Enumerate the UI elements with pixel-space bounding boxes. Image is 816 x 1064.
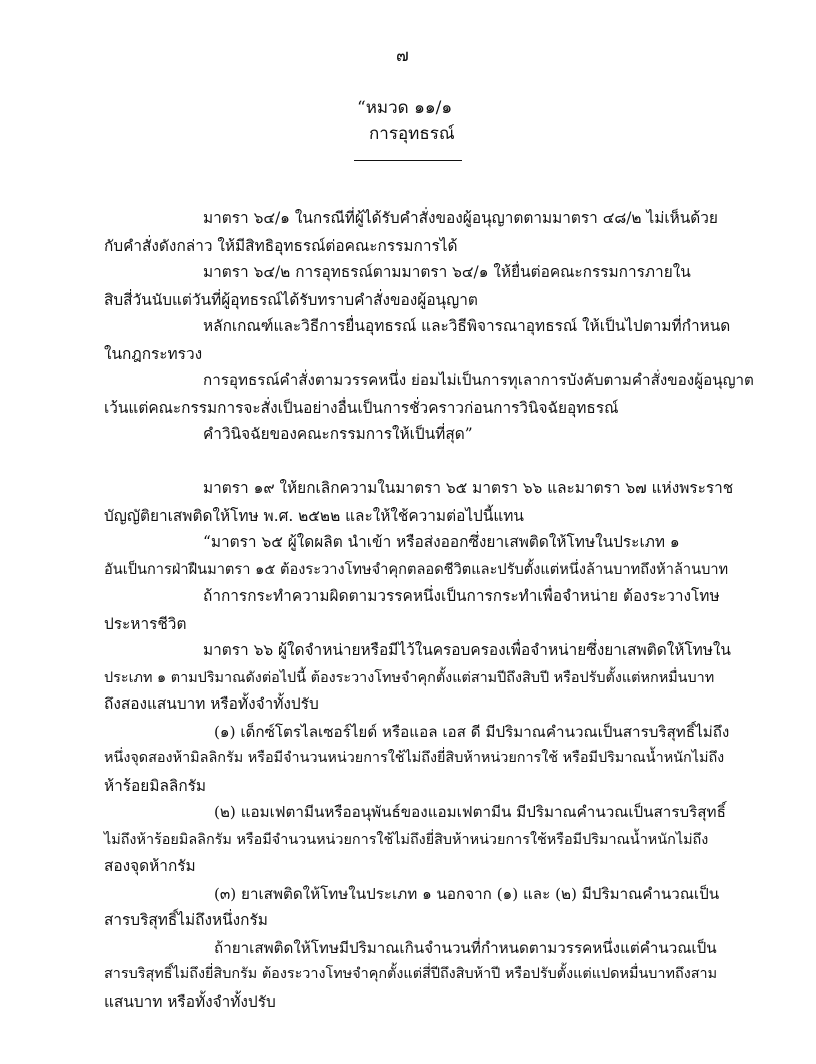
paragraph-line: เว้นแต่คณะกรรมการจะสั่งเป็นอย่างอื่นเป็นการชั่วคราวก่อนการวินิจฉัยอุทธรณ์ (104, 399, 619, 417)
chapter-heading: “หมวด ๑๑/๑ (357, 98, 453, 118)
paragraph-line: ไม่ถึงห้าร้อยมิลลิกรัม หรือมีจำนวนหน่วยการใช้ไม่ถึงยี่สิบห้าหน่วยการใช้หรือมีปริมาณน้ำหนักไม่ถึง (104, 832, 709, 848)
title-underline (354, 160, 462, 161)
paragraph-line: ประเภท ๑ ตามปริมาณดังต่อไปนี้ ต้องระวางโทษจำคุกตั้งแต่สามปีถึงสิบปี หรือปรับตั้งแต่หกหมื่นบาท (104, 670, 715, 686)
paragraph-line: อันเป็นการฝ่าฝืนมาตรา ๑๕ ต้องระวางโทษจำคุกตลอดชีวิตและปรับตั้งแต่หนึ่งล้านบาทถึงห้าล้านบาท (104, 561, 729, 578)
paragraph-line: สารบริสุทธิ์ไม่ถึงยี่สิบกรัม ต้องระวางโทษจำคุกตั้งแต่สี่ปีถึงสิบห้าปี หรือปรับตั้งแต่แปดหมื่นบาทถึงสาม (104, 966, 718, 982)
paragraph-line: ถ้ายาเสพติดให้โทษมีปริมาณเกินจำนวนที่กำหนดตามวรรคหนึ่งแต่คำนวณเป็น (214, 939, 717, 957)
paragraph-line: มาตรา ๖๖ ผู้ใดจำหน่ายหรือมีไว้ในครอบครองเพื่อจำหน่ายซึ่งยาเสพติดให้โทษใน (203, 641, 731, 659)
paragraph-line: (๑) เด็กซ์โตรไลเซอร์ไยด์ หรือแอล เอส ดี มีปริมาณคำนวณเป็นสารบริสุทธิ์ไม่ถึง (214, 723, 730, 741)
paragraph-line: มาตรา ๑๙ ให้ยกเลิกความในมาตรา ๖๕ มาตรา ๖๖ และมาตรา ๖๗ แห่งพระราช (203, 479, 734, 497)
paragraph-line: บัญญัติยาเสพติดให้โทษ พ.ศ. ๒๕๒๒ และให้ใช้ความต่อไปนี้แทน (104, 507, 524, 525)
paragraph-line: มาตรา ๖๔/๒ การอุทธรณ์ตามมาตรา ๖๔/๑ ให้ยื่นต่อคณะกรรมการภายใน (203, 263, 691, 281)
paragraph-line: หนึ่งจุดสองห้ามิลลิกรัม หรือมีจำนวนหน่วยการใช้ไม่ถึงยี่สิบห้าหน่วยการใช้ หรือมีปริมาณน้ำหนักไม่ถึง (104, 750, 725, 766)
paragraph-line: ในกฎกระทรวง (104, 345, 203, 363)
paragraph-line: สิบสี่วันนับแต่วันที่ผู้อุทธรณ์ได้รับทราบคำสั่งของผู้อนุญาต (104, 291, 478, 309)
paragraph-line: กับคำสั่งดังกล่าว ให้มีสิทธิอุทธรณ์ต่อคณะกรรมการได้ (104, 237, 458, 255)
paragraph-line: ห้าร้อยมิลลิกรัม (104, 777, 207, 795)
paragraph-line: หลักเกณฑ์และวิธีการยื่นอุทธรณ์ และวิธีพิจารณาอุทธรณ์ ให้เป็นไปตามที่กำหนด (203, 317, 731, 335)
paragraph-line: ถึงสองแสนบาท หรือทั้งจำทั้งปรับ (104, 695, 319, 713)
paragraph-line: แสนบาท หรือทั้งจำทั้งปรับ (104, 993, 276, 1011)
chapter-subtitle: การอุทธรณ์ (369, 124, 455, 144)
paragraph-line: (๒) แอมเฟตามีนหรืออนุพันธ์ของแอมเฟตามีน มีปริมาณคำนวณเป็นสารบริสุทธิ์ (214, 803, 726, 821)
paragraph-line: “มาตรา ๖๕ ผู้ใดผลิต นำเข้า หรือส่งออกซึ่งยาเสพติดให้โทษในประเภท ๑ (203, 533, 680, 551)
paragraph-line: สารบริสุทธิ์ไม่ถึงหนึ่งกรัม (104, 911, 268, 929)
paragraph-line: สองจุดห้ากรัม (104, 857, 196, 875)
paragraph-line: (๓) ยาเสพติดให้โทษในประเภท ๑ นอกจาก (๑) และ (๒) มีปริมาณคำนวณเป็น (214, 885, 720, 903)
paragraph-line: การอุทธรณ์คำสั่งตามวรรคหนึ่ง ย่อมไม่เป็นการทุเลาการบังคับตามคำสั่งของผู้อนุญาต (203, 371, 754, 389)
paragraph-line: ประหารชีวิต (104, 615, 187, 633)
paragraph-line: ถ้าการกระทำความผิดตามวรรคหนึ่งเป็นการกระทำเพื่อจำหน่าย ต้องระวางโทษ (203, 587, 720, 605)
paragraph-line: คำวินิจฉัยของคณะกรรมการให้เป็นที่สุด” (203, 425, 473, 443)
paragraph-line: มาตรา ๖๔/๑ ในกรณีที่ผู้ได้รับคำสั่งของผู้อนุญาตตามมาตรา ๔๘/๒ ไม่เห็นด้วย (203, 209, 718, 227)
page-number: ๗ (396, 46, 409, 66)
